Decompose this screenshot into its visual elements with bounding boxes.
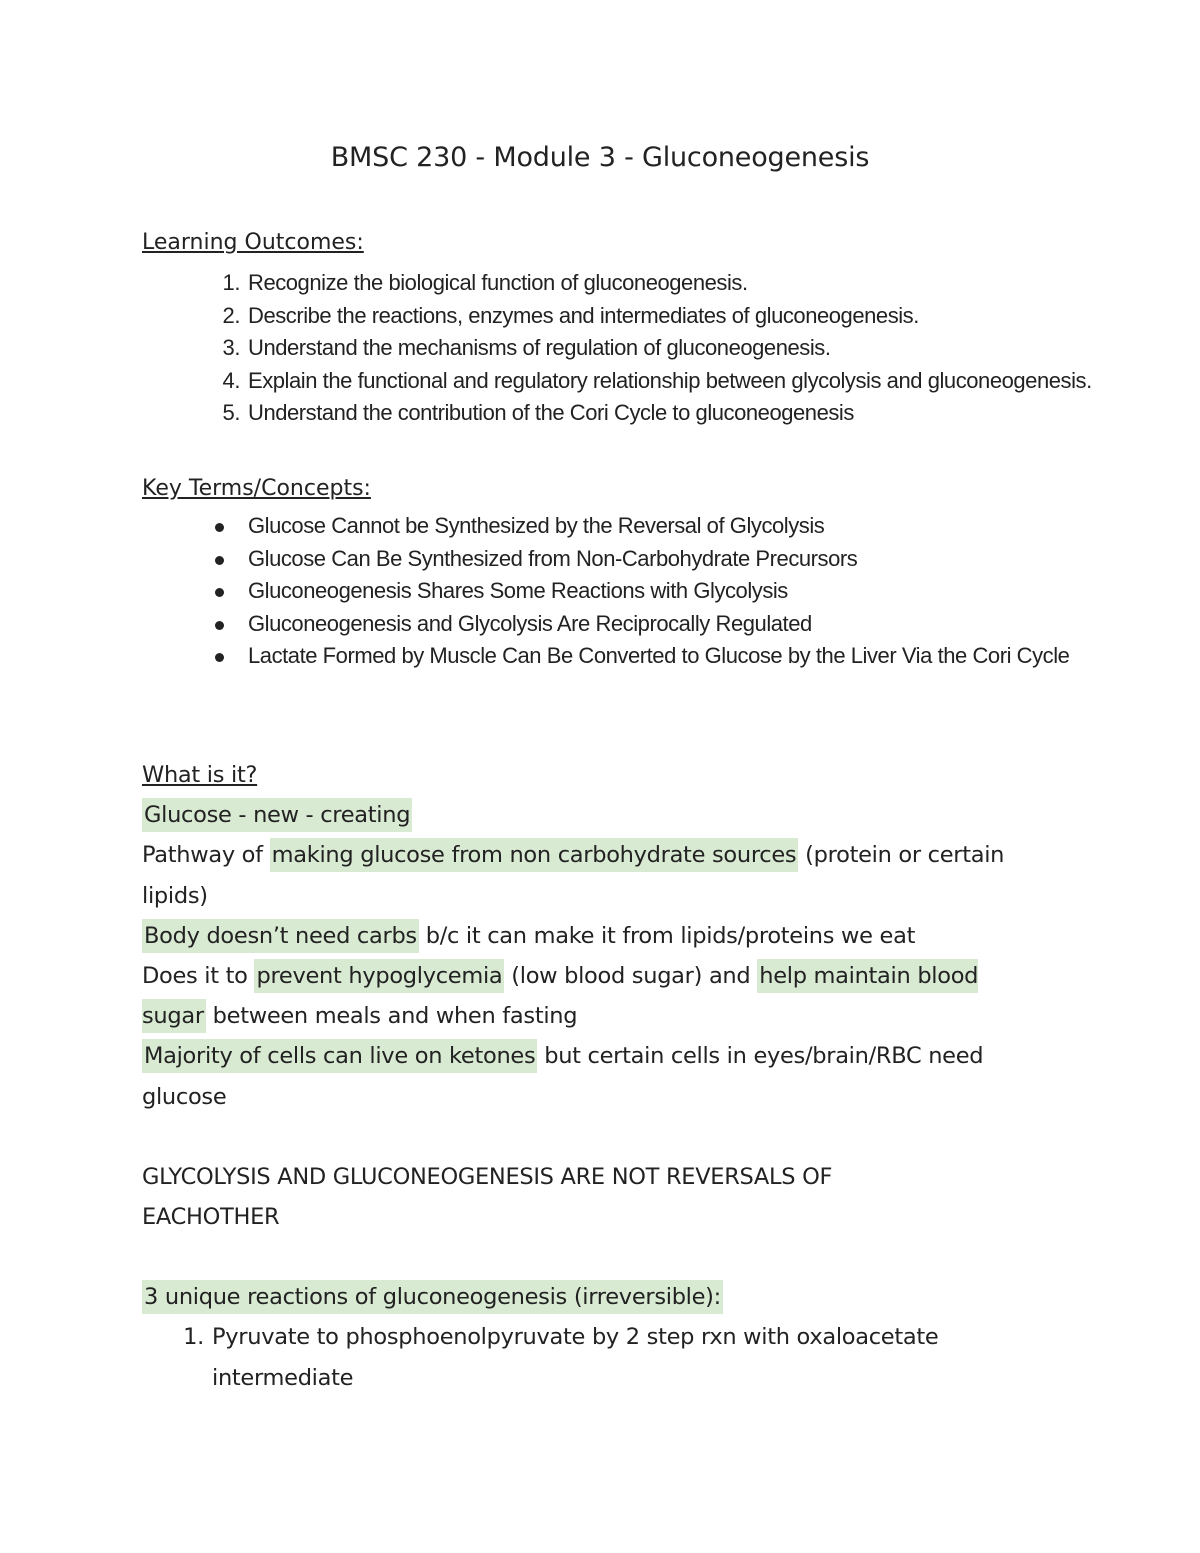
list-item-text: Glucose Cannot be Synthesized by the Reversal of Glycolysis [248,513,825,538]
list-item-text: Pyruvate to phosphoenolpyruvate by 2 step rxn with oxaloacetate intermediate [212,1324,939,1391]
list-number: 1. [222,270,240,295]
list-item-text: Explain the functional and regulatory relationship between glycolysis and gluconeogenesis. [248,367,1092,393]
bullet-icon [215,621,224,630]
list-number: 3. [222,335,240,361]
key-terms-list [142,510,1148,673]
page-title: BMSC 230 - Module 3 - Gluconeogenesis [330,142,870,173]
bullet-icon [215,588,224,597]
list-item-text: Gluconeogenesis and Glycolysis Are Reciprocally Regulated [248,610,812,636]
note-line [142,916,1042,956]
list-item-text: Recognize the biological function of gluconeogenesis. [248,270,748,295]
note-line [142,956,1042,1036]
caps-statement: GLYCOLYSIS AND GLUCONEOGENESIS ARE NOT REVERSALS OF EACHOTHER [142,1163,833,1231]
highlighted-text: 3 unique reactions of gluconeogenesis (irreversible): [142,1280,723,1314]
highlighted-text: help maintain blood sugar [142,959,978,1033]
note-line [142,835,1042,915]
learning-outcomes-heading: Learning Outcomes: [142,230,364,255]
list-item [183,1317,1042,1397]
note-text: Does it to [142,963,255,990]
spacer [142,1117,1042,1157]
list-number: 4. [222,367,240,393]
note-text: (low blood sugar) and [504,963,758,990]
unique-reactions-list [142,1317,1042,1397]
list-item [222,332,1148,365]
highlighted-text: Majority of cells can live on ketones [142,1039,537,1073]
list-item [222,397,1148,430]
list-item-text: Understand the contribution of the Cori Cycle to gluconeogenesis [248,400,854,426]
list-item [222,300,1148,333]
key-terms-heading: Key Terms/Concepts: [142,476,371,501]
list-item-text: Glucose Can Be Synthesized from Non-Carbohydrate Precursors [248,545,858,571]
learning-outcomes-list [142,267,1148,430]
highlighted-text: Glucose - new - creating [142,798,412,832]
list-item [248,510,1148,543]
list-number: 1. [183,1324,204,1351]
list-item-text: Gluconeogenesis Shares Some Reactions with Glycolysis [248,578,788,604]
list-number: 5. [222,400,240,426]
list-item [248,575,1148,608]
note-text: between meals and when fasting [205,1003,578,1030]
bullet-icon [215,653,224,662]
list-item [222,365,1148,398]
note-line [142,1036,1042,1116]
spacer [142,1237,1042,1277]
note-text: (protein or certain lipids) [142,842,1005,909]
list-item-text: Understand the mechanisms of regulation of gluconeogenesis. [248,335,831,361]
list-item-text: Describe the reactions, enzymes and intermediates of gluconeogenesis. [248,302,919,328]
list-number: 2. [222,302,240,328]
note-text: but certain cells in eyes/brain/RBC need glucose [142,1043,984,1110]
list-item [248,543,1148,576]
bullet-icon [215,556,224,565]
list-item [248,640,1148,673]
list-item [222,267,1148,300]
what-is-it-heading: What is it? [142,762,258,788]
note-text: Pathway of [142,842,270,869]
note-line [142,1277,1042,1317]
highlighted-text: prevent hypoglycemia [254,959,504,993]
highlighted-text: making glucose from non carbohydrate sources [270,838,799,872]
note-text: b/c it can make it from lipids/proteins we eat [418,922,916,949]
list-item-text: Lactate Formed by Muscle Can Be Converted to Glucose by the Liver Via the Cori Cycle [248,643,1070,669]
bullet-icon [215,523,224,532]
notes-section [142,755,1042,1398]
highlighted-text: Body doesn’t need carbs [142,919,419,953]
list-item [248,608,1148,641]
note-line [142,795,1042,835]
